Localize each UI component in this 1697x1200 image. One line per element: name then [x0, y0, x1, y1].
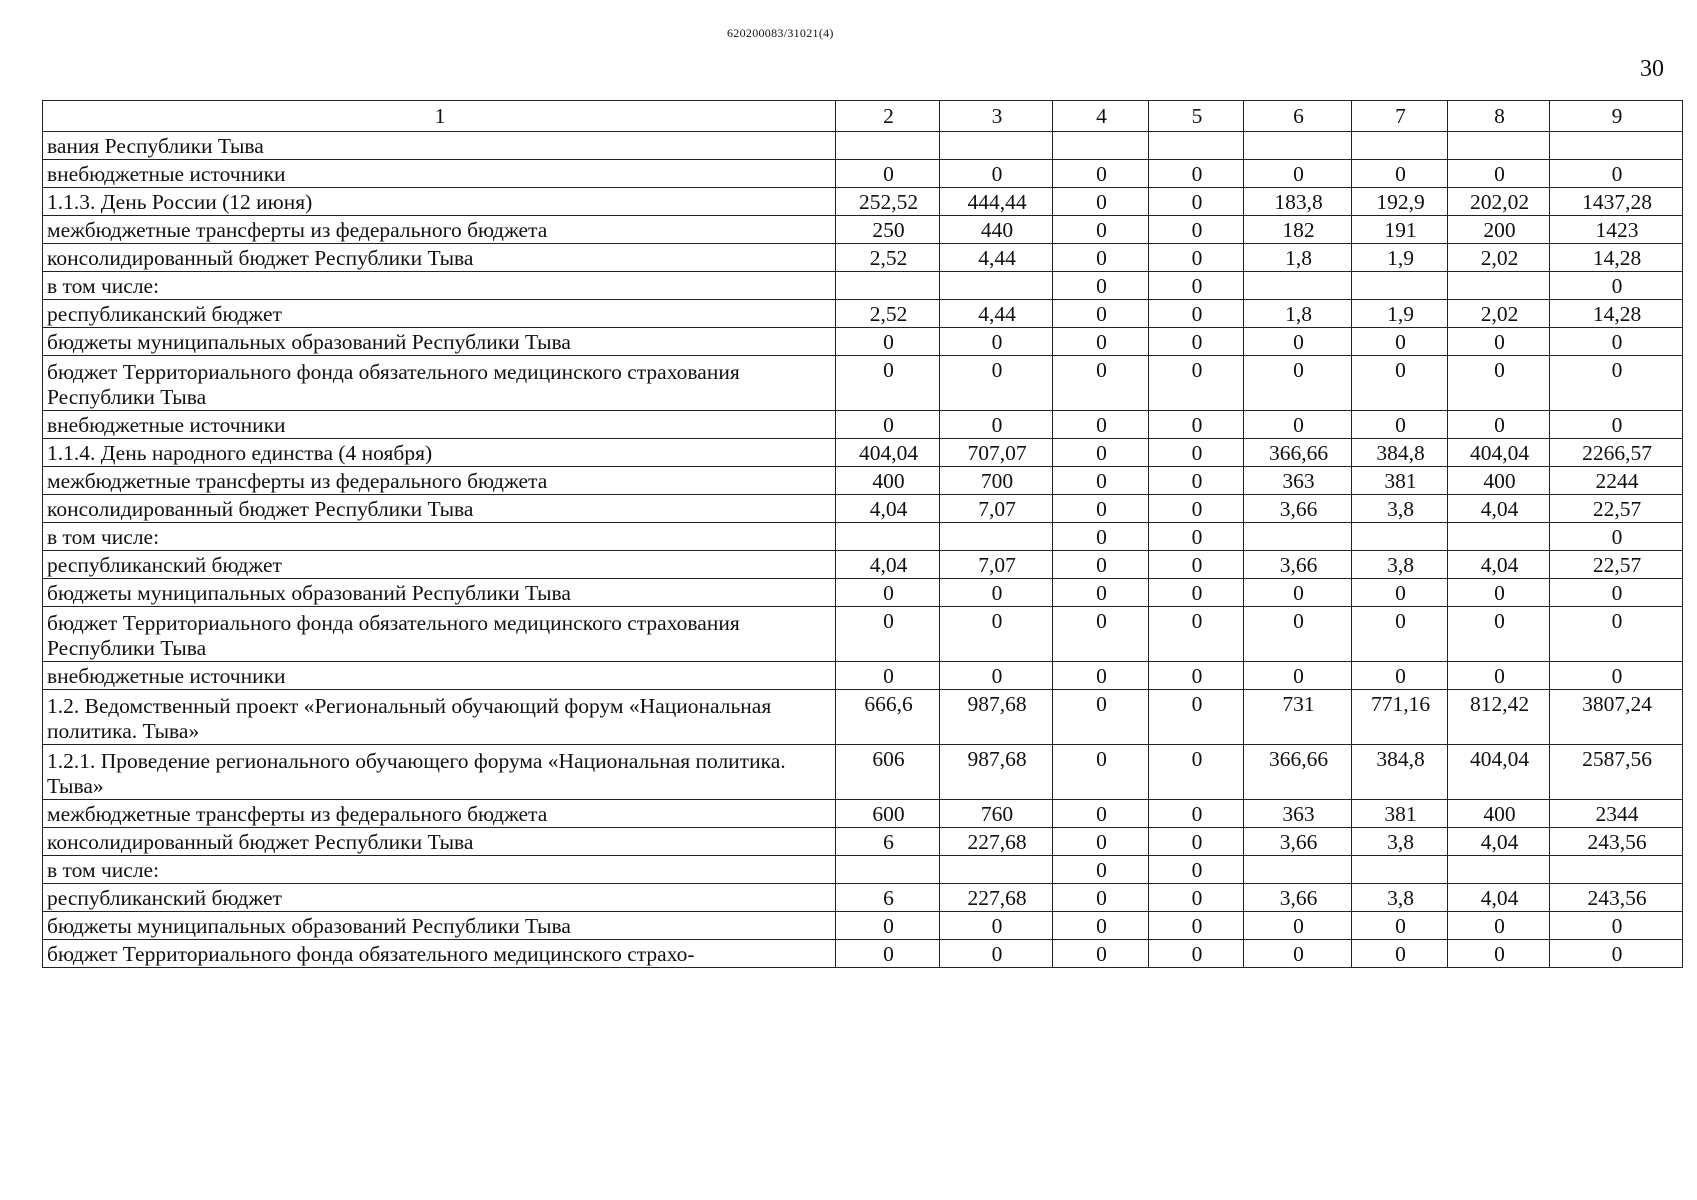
value-cell: 0	[836, 662, 940, 690]
value-cell	[940, 523, 1053, 551]
row-label: 1.1.3. День России (12 июня)	[43, 188, 836, 216]
value-cell: 0	[1053, 495, 1149, 523]
row-label: внебюджетные источники	[43, 662, 836, 690]
value-cell: 0	[1149, 244, 1244, 272]
table-row	[43, 884, 1683, 912]
table-row	[43, 411, 1683, 439]
column-header: 1	[43, 101, 836, 132]
value-cell	[1550, 132, 1683, 160]
value-cell: 0	[1448, 662, 1550, 690]
row-label: республиканский бюджет	[43, 551, 836, 579]
value-cell: 227,68	[940, 884, 1053, 912]
table-row	[43, 828, 1683, 856]
table-row	[43, 856, 1683, 884]
value-cell: 0	[836, 579, 940, 607]
value-cell: 400	[1448, 467, 1550, 495]
value-cell: 700	[940, 467, 1053, 495]
value-cell: 0	[1149, 188, 1244, 216]
value-cell: 22,57	[1550, 495, 1683, 523]
value-cell: 0	[1244, 328, 1352, 356]
value-cell: 987,68	[940, 690, 1053, 745]
value-cell: 0	[836, 160, 940, 188]
table-row	[43, 607, 1683, 662]
value-cell: 0	[1149, 856, 1244, 884]
value-cell: 0	[836, 607, 940, 662]
value-cell	[1448, 272, 1550, 300]
row-label: республиканский бюджет	[43, 300, 836, 328]
value-cell: 202,02	[1448, 188, 1550, 216]
value-cell: 0	[1244, 912, 1352, 940]
value-cell: 0	[1352, 579, 1448, 607]
value-cell	[1550, 856, 1683, 884]
value-cell: 0	[1352, 607, 1448, 662]
value-cell: 760	[940, 800, 1053, 828]
column-header: 2	[836, 101, 940, 132]
value-cell: 0	[1053, 800, 1149, 828]
value-cell: 0	[1053, 884, 1149, 912]
value-cell: 0	[940, 940, 1053, 968]
value-cell	[1244, 523, 1352, 551]
column-header: 8	[1448, 101, 1550, 132]
value-cell: 200	[1448, 216, 1550, 244]
value-cell: 0	[836, 411, 940, 439]
value-cell: 6	[836, 828, 940, 856]
value-cell: 0	[1244, 411, 1352, 439]
value-cell: 0	[1244, 579, 1352, 607]
table-body	[43, 101, 1683, 968]
table-row	[43, 940, 1683, 968]
row-label: межбюджетные трансферты из федерального бюджета	[43, 800, 836, 828]
row-label: консолидированный бюджет Республики Тыва	[43, 828, 836, 856]
row-label: бюджеты муниципальных образований Республики Тыва	[43, 912, 836, 940]
value-cell: 3,66	[1244, 495, 1352, 523]
value-cell: 0	[1448, 607, 1550, 662]
value-cell: 192,9	[1352, 188, 1448, 216]
value-cell: 0	[1352, 411, 1448, 439]
value-cell: 2,52	[836, 244, 940, 272]
value-cell: 404,04	[836, 439, 940, 467]
value-cell: 0	[1149, 884, 1244, 912]
value-cell: 0	[1149, 467, 1244, 495]
header-row	[43, 101, 1683, 132]
value-cell: 3,66	[1244, 828, 1352, 856]
row-label: внебюджетные источники	[43, 411, 836, 439]
document-id: 620200083/31021(4)	[727, 26, 834, 40]
value-cell: 0	[1448, 912, 1550, 940]
value-cell: 381	[1352, 467, 1448, 495]
value-cell: 243,56	[1550, 884, 1683, 912]
value-cell: 2266,57	[1550, 439, 1683, 467]
value-cell: 4,44	[940, 244, 1053, 272]
value-cell: 4,04	[836, 551, 940, 579]
value-cell: 0	[1244, 160, 1352, 188]
value-cell: 0	[1550, 607, 1683, 662]
value-cell: 0	[1149, 551, 1244, 579]
row-label: консолидированный бюджет Республики Тыва	[43, 244, 836, 272]
value-cell: 4,44	[940, 300, 1053, 328]
value-cell	[1053, 132, 1149, 160]
table-row	[43, 244, 1683, 272]
value-cell: 440	[940, 216, 1053, 244]
value-cell: 3,8	[1352, 495, 1448, 523]
value-cell: 0	[1244, 607, 1352, 662]
value-cell	[940, 856, 1053, 884]
value-cell: 0	[1550, 940, 1683, 968]
value-cell: 0	[1053, 551, 1149, 579]
row-label: в том числе:	[43, 272, 836, 300]
value-cell: 243,56	[1550, 828, 1683, 856]
value-cell: 731	[1244, 690, 1352, 745]
value-cell: 0	[1352, 940, 1448, 968]
value-cell	[1448, 856, 1550, 884]
value-cell: 0	[1149, 940, 1244, 968]
value-cell: 4,04	[1448, 551, 1550, 579]
value-cell	[940, 272, 1053, 300]
table-row	[43, 579, 1683, 607]
column-header: 6	[1244, 101, 1352, 132]
value-cell: 0	[1149, 800, 1244, 828]
column-header: 5	[1149, 101, 1244, 132]
value-cell: 363	[1244, 800, 1352, 828]
value-cell	[836, 856, 940, 884]
value-cell: 0	[1550, 328, 1683, 356]
value-cell: 0	[1053, 662, 1149, 690]
value-cell: 4,04	[1448, 495, 1550, 523]
value-cell: 0	[1448, 940, 1550, 968]
value-cell: 2,02	[1448, 244, 1550, 272]
value-cell: 0	[1053, 690, 1149, 745]
value-cell	[836, 523, 940, 551]
row-label: 1.2. Ведомственный проект «Региональный обучающий форум «Национальная политика. Тыва»	[43, 690, 836, 745]
row-label: 1.2.1. Проведение регионального обучающего форума «Национальная политика. Тыва»	[43, 745, 836, 800]
value-cell: 0	[1053, 467, 1149, 495]
value-cell: 0	[1149, 607, 1244, 662]
value-cell: 987,68	[940, 745, 1053, 800]
value-cell: 366,66	[1244, 745, 1352, 800]
value-cell: 0	[1053, 745, 1149, 800]
value-cell: 0	[1550, 912, 1683, 940]
value-cell: 707,07	[940, 439, 1053, 467]
value-cell: 2,52	[836, 300, 940, 328]
value-cell: 2587,56	[1550, 745, 1683, 800]
value-cell: 404,04	[1448, 439, 1550, 467]
value-cell: 400	[836, 467, 940, 495]
value-cell: 0	[1244, 356, 1352, 411]
value-cell: 0	[1149, 160, 1244, 188]
value-cell: 2,02	[1448, 300, 1550, 328]
value-cell: 0	[1149, 216, 1244, 244]
row-label: в том числе:	[43, 523, 836, 551]
value-cell: 4,04	[1448, 828, 1550, 856]
table-row	[43, 523, 1683, 551]
row-label: межбюджетные трансферты из федерального бюджета	[43, 216, 836, 244]
value-cell: 0	[1149, 411, 1244, 439]
value-cell: 0	[1053, 828, 1149, 856]
value-cell: 0	[1149, 272, 1244, 300]
value-cell: 4,04	[836, 495, 940, 523]
value-cell: 227,68	[940, 828, 1053, 856]
value-cell: 0	[1053, 272, 1149, 300]
table-row	[43, 356, 1683, 411]
value-cell	[1448, 132, 1550, 160]
value-cell: 384,8	[1352, 745, 1448, 800]
value-cell: 0	[1149, 690, 1244, 745]
value-cell: 771,16	[1352, 690, 1448, 745]
table-row	[43, 495, 1683, 523]
page-number: 30	[1640, 56, 1664, 82]
value-cell	[1244, 272, 1352, 300]
value-cell: 404,04	[1448, 745, 1550, 800]
value-cell: 0	[1550, 579, 1683, 607]
value-cell: 606	[836, 745, 940, 800]
value-cell: 22,57	[1550, 551, 1683, 579]
value-cell: 0	[1352, 912, 1448, 940]
row-label: бюджет Территориального фонда обязательного медицинского страхо-	[43, 940, 836, 968]
row-label: в том числе:	[43, 856, 836, 884]
value-cell: 0	[1149, 828, 1244, 856]
value-cell: 2344	[1550, 800, 1683, 828]
table-row	[43, 300, 1683, 328]
value-cell: 0	[940, 328, 1053, 356]
value-cell: 0	[1053, 160, 1149, 188]
value-cell: 3,66	[1244, 884, 1352, 912]
value-cell: 0	[1053, 328, 1149, 356]
value-cell: 381	[1352, 800, 1448, 828]
row-label: вания Республики Тыва	[43, 132, 836, 160]
value-cell: 1,8	[1244, 244, 1352, 272]
value-cell: 0	[836, 356, 940, 411]
value-cell: 0	[1053, 439, 1149, 467]
value-cell: 3,8	[1352, 828, 1448, 856]
table-row	[43, 188, 1683, 216]
row-label: 1.1.4. День народного единства (4 ноября)	[43, 439, 836, 467]
value-cell	[940, 132, 1053, 160]
value-cell: 0	[836, 328, 940, 356]
value-cell: 0	[836, 940, 940, 968]
table-row	[43, 272, 1683, 300]
value-cell: 0	[1149, 662, 1244, 690]
value-cell	[1149, 132, 1244, 160]
table-row	[43, 216, 1683, 244]
table-row	[43, 160, 1683, 188]
value-cell: 0	[1149, 356, 1244, 411]
value-cell: 0	[1352, 356, 1448, 411]
value-cell: 0	[940, 662, 1053, 690]
value-cell: 0	[940, 912, 1053, 940]
value-cell: 7,07	[940, 495, 1053, 523]
value-cell: 1,9	[1352, 244, 1448, 272]
value-cell: 3,66	[1244, 551, 1352, 579]
value-cell: 0	[1053, 188, 1149, 216]
value-cell	[1448, 523, 1550, 551]
value-cell: 14,28	[1550, 300, 1683, 328]
value-cell: 0	[1550, 411, 1683, 439]
value-cell: 0	[940, 411, 1053, 439]
value-cell: 0	[1053, 523, 1149, 551]
value-cell: 0	[1149, 912, 1244, 940]
table-row	[43, 662, 1683, 690]
value-cell: 0	[1550, 523, 1683, 551]
value-cell: 0	[1149, 523, 1244, 551]
value-cell: 0	[1149, 495, 1244, 523]
value-cell: 363	[1244, 467, 1352, 495]
value-cell: 0	[1149, 439, 1244, 467]
value-cell: 0	[1053, 579, 1149, 607]
value-cell: 0	[1244, 662, 1352, 690]
value-cell: 0	[1448, 411, 1550, 439]
value-cell: 2244	[1550, 467, 1683, 495]
row-label: бюджеты муниципальных образований Республики Тыва	[43, 328, 836, 356]
value-cell: 0	[940, 160, 1053, 188]
row-label: республиканский бюджет	[43, 884, 836, 912]
value-cell: 0	[1053, 244, 1149, 272]
row-label: межбюджетные трансферты из федерального бюджета	[43, 467, 836, 495]
value-cell: 0	[1149, 579, 1244, 607]
value-cell: 3,8	[1352, 551, 1448, 579]
value-cell: 0	[940, 356, 1053, 411]
value-cell	[1352, 523, 1448, 551]
value-cell	[1244, 132, 1352, 160]
value-cell: 0	[1053, 607, 1149, 662]
table-row	[43, 912, 1683, 940]
column-header: 7	[1352, 101, 1448, 132]
table-row	[43, 800, 1683, 828]
row-label: бюджет Территориального фонда обязательного медицинского страхования Республики Тыва	[43, 356, 836, 411]
table-row	[43, 132, 1683, 160]
table-row	[43, 690, 1683, 745]
value-cell: 0	[1053, 411, 1149, 439]
row-label: внебюджетные источники	[43, 160, 836, 188]
budget-table	[42, 100, 1683, 968]
value-cell: 400	[1448, 800, 1550, 828]
value-cell	[836, 272, 940, 300]
value-cell: 3807,24	[1550, 690, 1683, 745]
value-cell: 6	[836, 884, 940, 912]
column-header: 9	[1550, 101, 1683, 132]
value-cell: 0	[1550, 272, 1683, 300]
value-cell: 0	[1149, 328, 1244, 356]
column-header: 3	[940, 101, 1053, 132]
value-cell: 0	[1053, 356, 1149, 411]
table-row	[43, 551, 1683, 579]
value-cell: 1437,28	[1550, 188, 1683, 216]
table-row	[43, 439, 1683, 467]
value-cell: 0	[1149, 745, 1244, 800]
row-label: консолидированный бюджет Республики Тыва	[43, 495, 836, 523]
value-cell	[1352, 132, 1448, 160]
table-row	[43, 467, 1683, 495]
value-cell: 7,07	[940, 551, 1053, 579]
value-cell: 1,9	[1352, 300, 1448, 328]
value-cell: 0	[1550, 160, 1683, 188]
value-cell: 0	[1448, 356, 1550, 411]
value-cell: 0	[1244, 940, 1352, 968]
column-header: 4	[1053, 101, 1149, 132]
value-cell: 183,8	[1244, 188, 1352, 216]
value-cell: 366,66	[1244, 439, 1352, 467]
value-cell: 1423	[1550, 216, 1683, 244]
value-cell: 0	[1053, 912, 1149, 940]
table-row	[43, 745, 1683, 800]
row-label: бюджет Территориального фонда обязательного медицинского страхования Республики Тыва	[43, 607, 836, 662]
value-cell: 1,8	[1244, 300, 1352, 328]
value-cell: 250	[836, 216, 940, 244]
value-cell: 812,42	[1448, 690, 1550, 745]
value-cell: 252,52	[836, 188, 940, 216]
value-cell	[836, 132, 940, 160]
value-cell: 0	[1053, 300, 1149, 328]
value-cell: 0	[1053, 216, 1149, 244]
value-cell: 384,8	[1352, 439, 1448, 467]
value-cell	[1352, 856, 1448, 884]
value-cell: 0	[1352, 662, 1448, 690]
value-cell: 0	[1448, 579, 1550, 607]
value-cell: 0	[940, 579, 1053, 607]
value-cell: 3,8	[1352, 884, 1448, 912]
value-cell: 0	[1550, 356, 1683, 411]
value-cell: 0	[940, 607, 1053, 662]
value-cell: 666,6	[836, 690, 940, 745]
value-cell: 444,44	[940, 188, 1053, 216]
table-row	[43, 328, 1683, 356]
row-label: бюджеты муниципальных образований Республики Тыва	[43, 579, 836, 607]
value-cell: 600	[836, 800, 940, 828]
value-cell: 0	[836, 912, 940, 940]
value-cell: 0	[1550, 662, 1683, 690]
value-cell: 0	[1053, 940, 1149, 968]
value-cell: 0	[1352, 160, 1448, 188]
value-cell: 0	[1053, 856, 1149, 884]
value-cell: 182	[1244, 216, 1352, 244]
value-cell: 0	[1149, 300, 1244, 328]
value-cell: 4,04	[1448, 884, 1550, 912]
value-cell: 191	[1352, 216, 1448, 244]
value-cell: 0	[1448, 160, 1550, 188]
value-cell: 0	[1352, 328, 1448, 356]
value-cell	[1352, 272, 1448, 300]
value-cell: 14,28	[1550, 244, 1683, 272]
value-cell: 0	[1448, 328, 1550, 356]
value-cell	[1244, 856, 1352, 884]
